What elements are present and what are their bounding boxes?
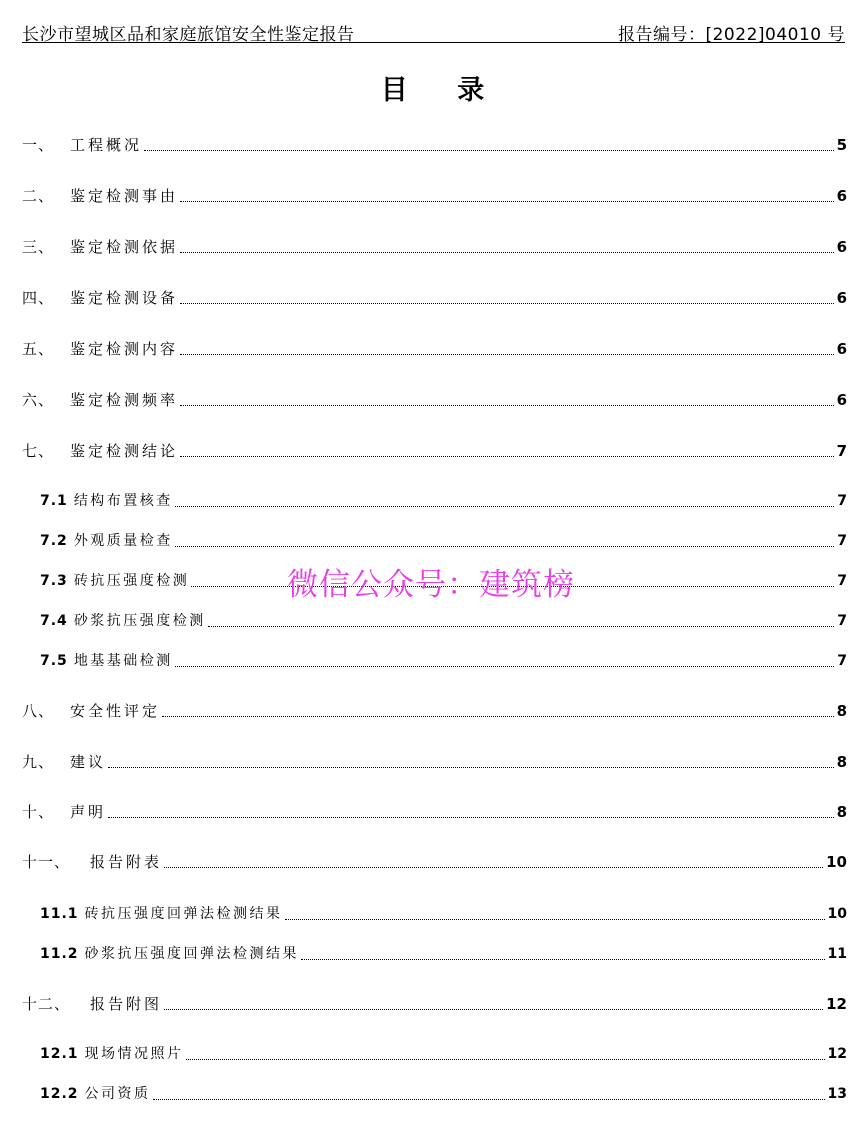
toc-label: 声明 [70, 803, 107, 821]
toc-number: 7.4 [40, 613, 68, 629]
dot-leader [180, 354, 834, 355]
toc-page-number: 6 [836, 340, 847, 358]
toc-page-number: 10 [826, 853, 847, 871]
toc-subentry-7-4[interactable] [40, 608, 847, 630]
toc-label: 砖抗压强度检测 [73, 573, 190, 589]
dot-leader [175, 546, 834, 547]
toc-label: 安全性评定 [70, 702, 161, 720]
toc-entry-9[interactable] [22, 749, 847, 771]
toc-entry-1[interactable] [22, 132, 847, 154]
toc-number: 7.1 [40, 493, 68, 509]
toc-number: 11.1 [40, 906, 79, 922]
toc-label: 报告附图 [90, 995, 163, 1013]
dot-leader [164, 1009, 823, 1010]
toc-entry-6[interactable] [22, 387, 847, 409]
toc-page-number: 8 [836, 702, 847, 720]
toc-label: 公司资质 [84, 1086, 151, 1102]
watermark-text: 微信公众号：建筑榜 [287, 567, 575, 603]
dot-leader [180, 201, 834, 202]
toc-label: 鉴定检测设备 [70, 289, 179, 307]
toc-number: 十二、 [22, 995, 71, 1013]
toc-page-number: 7 [837, 573, 847, 589]
toc-page-number: 5 [836, 136, 847, 154]
dot-leader [153, 1099, 825, 1100]
toc-label: 鉴定检测事由 [70, 187, 179, 205]
toc-entry-11[interactable] [22, 849, 847, 871]
toc-label: 鉴定检测内容 [70, 340, 179, 358]
toc-entry-3[interactable] [22, 234, 847, 256]
toc-number: 十一、 [22, 853, 71, 871]
toc-number: 7.5 [40, 653, 68, 669]
dot-leader [208, 626, 834, 627]
toc-number: 七、 [22, 442, 55, 460]
dot-leader [180, 252, 834, 253]
dot-leader [108, 767, 834, 768]
dot-leader [175, 666, 834, 667]
toc-number: 三、 [22, 238, 55, 256]
toc-page-number: 7 [837, 493, 847, 509]
toc-number: 一、 [22, 136, 55, 154]
toc-label: 地基基础检测 [73, 653, 173, 669]
dot-leader [180, 405, 834, 406]
toc-page-number: 8 [836, 803, 847, 821]
dot-leader [186, 1059, 825, 1060]
toc-entry-5[interactable] [22, 336, 847, 358]
toc-page-number: 7 [837, 613, 847, 629]
toc-entry-10[interactable] [22, 799, 847, 821]
toc-number: 二、 [22, 187, 55, 205]
toc-page-number: 12 [827, 1046, 847, 1062]
toc-number: 7.2 [40, 533, 68, 549]
toc-subentry-12-1[interactable] [40, 1041, 847, 1063]
toc-page-number: 7 [836, 442, 847, 460]
toc-page-number: 6 [836, 391, 847, 409]
toc-label: 鉴定检测频率 [70, 391, 179, 409]
toc-subentry-7-5[interactable] [40, 648, 847, 670]
toc-subentry-7-1[interactable] [40, 488, 847, 510]
toc-number: 九、 [22, 753, 55, 771]
dot-leader [162, 716, 834, 717]
toc-number: 八、 [22, 702, 55, 720]
toc-number: 五、 [22, 340, 55, 358]
toc-page-number: 11 [827, 946, 847, 962]
dot-leader [180, 303, 834, 304]
dot-leader [108, 817, 834, 818]
toc-subentry-12-2[interactable] [40, 1081, 847, 1103]
toc-label: 现场情况照片 [84, 1046, 184, 1062]
toc-page-number: 6 [836, 289, 847, 307]
toc-page-number: 13 [827, 1086, 847, 1102]
dot-leader [180, 456, 834, 457]
toc-page-number: 7 [837, 533, 847, 549]
dot-leader [301, 959, 824, 960]
toc-label: 砂浆抗压强度检测 [73, 613, 206, 629]
toc-number: 六、 [22, 391, 55, 409]
toc-page-number: 6 [836, 238, 847, 256]
toc-label: 鉴定检测结论 [70, 442, 179, 460]
toc-number: 12.1 [40, 1046, 79, 1062]
dot-leader [285, 919, 825, 920]
report-number: 报告编号：[2022]04010 号 [617, 25, 845, 45]
report-title-header: 长沙市望城区品和家庭旅馆安全性鉴定报告 [22, 25, 355, 45]
toc-page-number: 6 [836, 187, 847, 205]
toc-label: 结构布置核查 [73, 493, 173, 509]
toc-page-number: 7 [837, 653, 847, 669]
toc-label: 砖抗压强度回弹法检测结果 [84, 906, 283, 922]
toc-subentry-11-1[interactable] [40, 901, 847, 923]
toc-subentry-7-2[interactable] [40, 528, 847, 550]
toc-page-number: 12 [826, 995, 847, 1013]
toc-page-number: 10 [827, 906, 847, 922]
dot-leader [175, 506, 834, 507]
toc-label: 砂浆抗压强度回弹法检测结果 [84, 946, 300, 962]
toc-entry-2[interactable] [22, 183, 847, 205]
toc-entry-12[interactable] [22, 991, 847, 1013]
dot-leader [144, 150, 834, 151]
toc-label: 建议 [70, 753, 107, 771]
toc-subentry-11-2[interactable] [40, 941, 847, 963]
toc-number: 11.2 [40, 946, 79, 962]
toc-title: 目 录 [380, 75, 505, 106]
toc-label: 报告附表 [90, 853, 163, 871]
toc-label: 鉴定检测依据 [70, 238, 179, 256]
toc-page-number: 8 [836, 753, 847, 771]
toc-label: 工程概况 [70, 136, 143, 154]
toc-label: 外观质量检查 [73, 533, 173, 549]
toc-number: 12.2 [40, 1086, 79, 1102]
toc-number: 十、 [22, 803, 55, 821]
toc-entry-4[interactable] [22, 285, 847, 307]
toc-number: 7.3 [40, 573, 68, 589]
toc-number: 四、 [22, 289, 55, 307]
toc-entry-7[interactable] [22, 438, 847, 460]
dot-leader [164, 867, 823, 868]
toc-entry-8[interactable] [22, 698, 847, 720]
